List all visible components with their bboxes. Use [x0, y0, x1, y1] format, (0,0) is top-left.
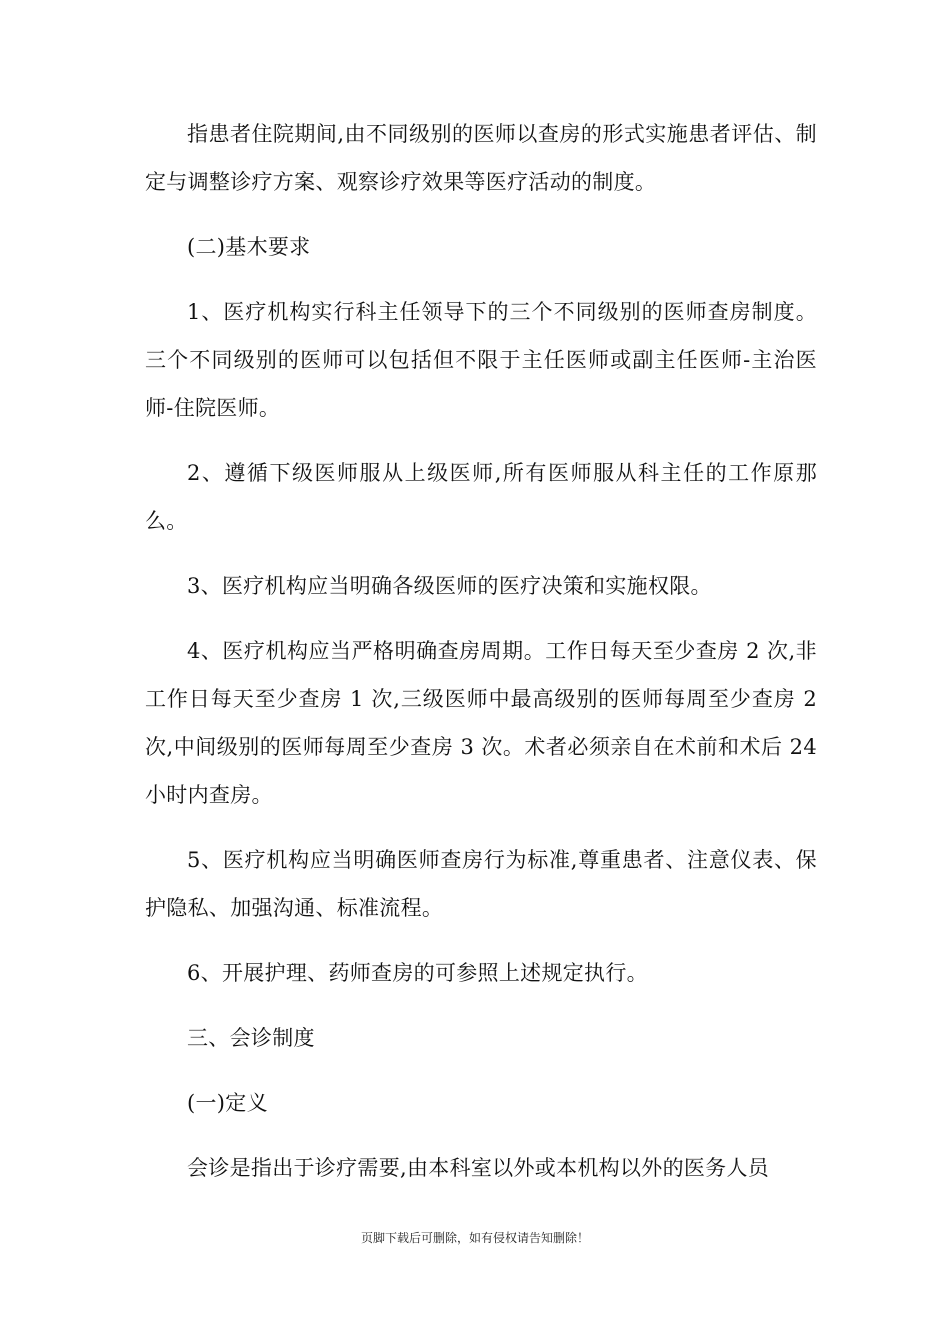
paragraph-definition: 会诊是指出于诊疗需要,由本科室以外或本机构以外的医务人员	[187, 1156, 770, 1180]
paragraph-1: 指患者住院期间,由不同级别的医师以查房的形式实施患者评估、制定与调整诊疗方案、观察诊疗效果等医疗活动的制度。	[145, 122, 817, 194]
subsection-heading-definition: (一)定义	[187, 1091, 268, 1115]
document-body	[145, 110, 817, 1209]
section-heading-consultation: 三、会诊制度	[187, 1026, 315, 1050]
section-heading-basic-requirements: (二)基木要求	[187, 235, 311, 259]
paragraph-item-2: 2、遵循下级医师服从上级医师,所有医师服从科主任的工作原那么。	[145, 461, 817, 533]
page-footer: 页脚下载后可删除，如有侵权请告知删除！	[360, 1231, 589, 1245]
paragraph-item-1: 1、医疗机构实行科主任领导下的三个不同级别的医师查房制度。三个不同级别的医师可以包括但不限于主任医师或副主任医师-主治医师-住院医师。	[145, 300, 817, 420]
paragraph-item-5: 5、医疗机构应当明确医师查房行为标准,尊重患者、注意仪表、保护隐私、加强沟通、标准流程。	[145, 848, 817, 920]
paragraph-item-3: 3、医疗机构应当明确各级医师的医疗决策和实施权限。	[187, 574, 712, 598]
paragraph-item-4: 4、医疗机构应当严格明确查房周期。工作日每天至少查房 2 次,非工作日每天至少查房 1 次,三级医师中最高级别的医师每周至少查房 2 次,中间级别的医师每周至少查房 3 次。术者必须亲自在术前和术后 24 小时内查房。	[145, 639, 817, 807]
paragraph-item-6: 6、开展护理、药师查房的可参照上述规定执行。	[187, 961, 648, 985]
